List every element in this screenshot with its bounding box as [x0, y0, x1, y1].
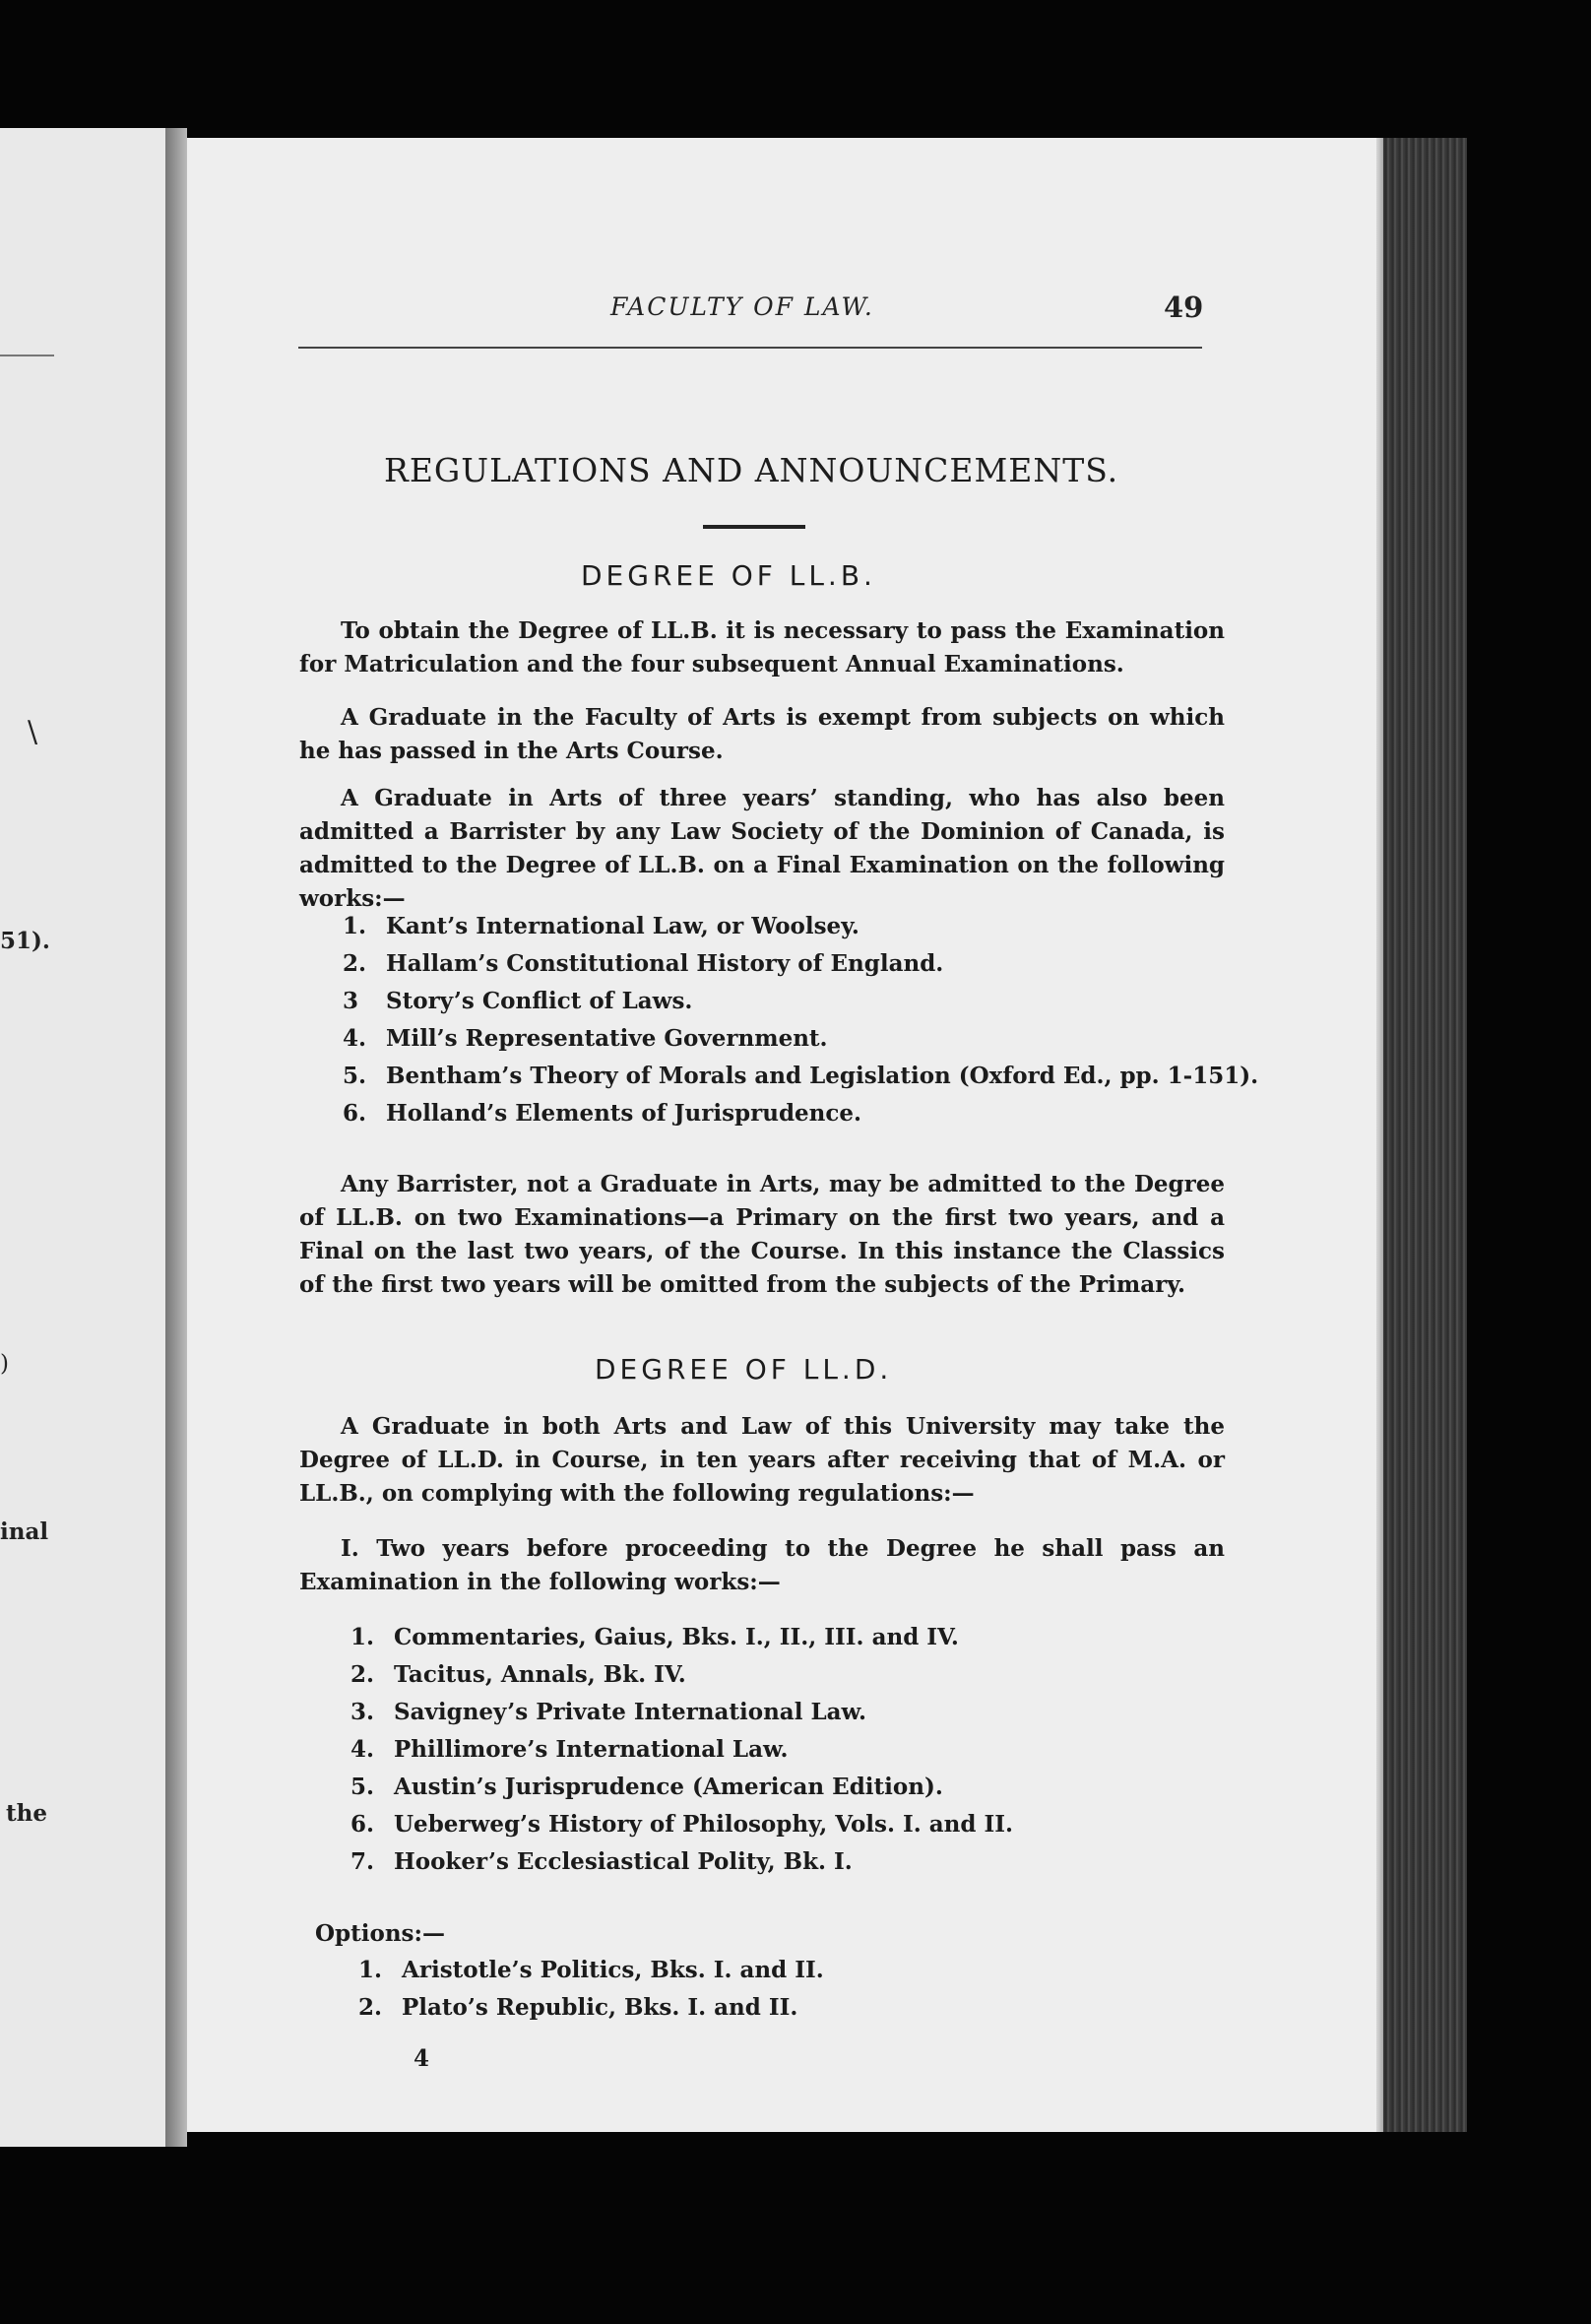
signature-mark: 4 [414, 2045, 430, 2072]
list-item: 2. Plato’s Republic, Bks. I. and II. [358, 1994, 798, 2021]
lld-paragraph: A Graduate in both Arts and Law of this University may take the Degree of LL.D. in Course, in ten years after receiving that of M.A. or LL.B., on complying with the following regulations:— [299, 1413, 1225, 1507]
list-item: 2. Tacitus, Annals, Bk. IV. [350, 1661, 686, 1688]
llb-paragraph: To obtain the Degree of LL.B. it is necessary to pass the Examination for Matriculation and the four subsequent Annual Examinations. [299, 617, 1225, 678]
lld-works-list [350, 1619, 1013, 1881]
running-title: FACULTY OF LAW. [610, 292, 874, 321]
page-title: REGULATIONS AND ANNOUNCEMENTS. [384, 451, 1119, 489]
header-rule [298, 347, 1202, 349]
list-item: 1. Kant’s International Law, or Woolsey. [343, 913, 859, 939]
options-list [358, 1952, 824, 2027]
facing-page-fragment: 51). [0, 928, 50, 954]
list-item: 6. Holland’s Elements of Jurisprudence. [343, 1100, 862, 1127]
section-heading-lld: DEGREE OF LL.D. [595, 1353, 893, 1386]
list-item: 2. Hallam’s Constitutional History of England. [343, 950, 944, 977]
list-item: 1. Aristotle’s Politics, Bks. I. and II. [358, 1957, 824, 1983]
section-heading-llb: DEGREE OF LL.B. [581, 559, 876, 592]
facing-page-fragment: \ [28, 715, 38, 749]
llb-paragraph: Any Barrister, not a Graduate in Arts, may be admitted to the Degree of LL.B. on two Examinations—a Primary on the first two years, and a Final on the last two years, of the Course. In this instance the Classics of the first two years will be omitted from the subjects of the Primary. [299, 1171, 1225, 1298]
facing-page [0, 128, 165, 2147]
list-item: 5. Austin’s Jurisprudence (American Edition). [350, 1774, 943, 1800]
list-item: 5. Bentham’s Theory of Morals and Legislation (Oxford Ed., pp. 1-151). [343, 1063, 1259, 1089]
list-item: 4. Mill’s Representative Government. [343, 1025, 828, 1052]
options-label: Options:— [315, 1920, 445, 1947]
llb-paragraph: A Graduate in Arts of three years’ standing, who has also been admitted a Barrister by any Law Society of the Dominion of Canada, is admitted to the Degree of LL.B. on a Final Examination on the following works:— [299, 785, 1225, 912]
list-item: 6. Ueberweg’s History of Philosophy, Vols. I. and II. [350, 1811, 1014, 1838]
facing-page-fragment: inal [0, 1518, 49, 1545]
facing-page-fragment: the [6, 1800, 47, 1827]
list-item: 4. Phillimore’s International Law. [350, 1736, 789, 1763]
list-item: 1. Commentaries, Gaius, Bks. I., II., III. and IV. [350, 1624, 959, 1650]
page-number: 49 [1164, 290, 1204, 324]
list-item: 3 Story’s Conflict of Laws. [343, 988, 693, 1014]
title-rule [703, 525, 805, 529]
list-item: 7. Hooker’s Ecclesiastical Polity, Bk. I. [350, 1848, 853, 1875]
llb-works-list [343, 908, 1258, 1132]
facing-page-rule [0, 355, 54, 356]
list-item: 3. Savigney’s Private International Law. [350, 1699, 867, 1725]
facing-page-fragment: ) [0, 1351, 9, 1377]
book-gutter [165, 128, 187, 2147]
llb-paragraph: A Graduate in the Faculty of Arts is exempt from subjects on which he has passed in the Arts Course. [299, 704, 1225, 764]
book-edge [1383, 138, 1467, 2132]
lld-paragraph: I. Two years before proceeding to the Degree he shall pass an Examination in the following works:— [299, 1535, 1225, 1595]
